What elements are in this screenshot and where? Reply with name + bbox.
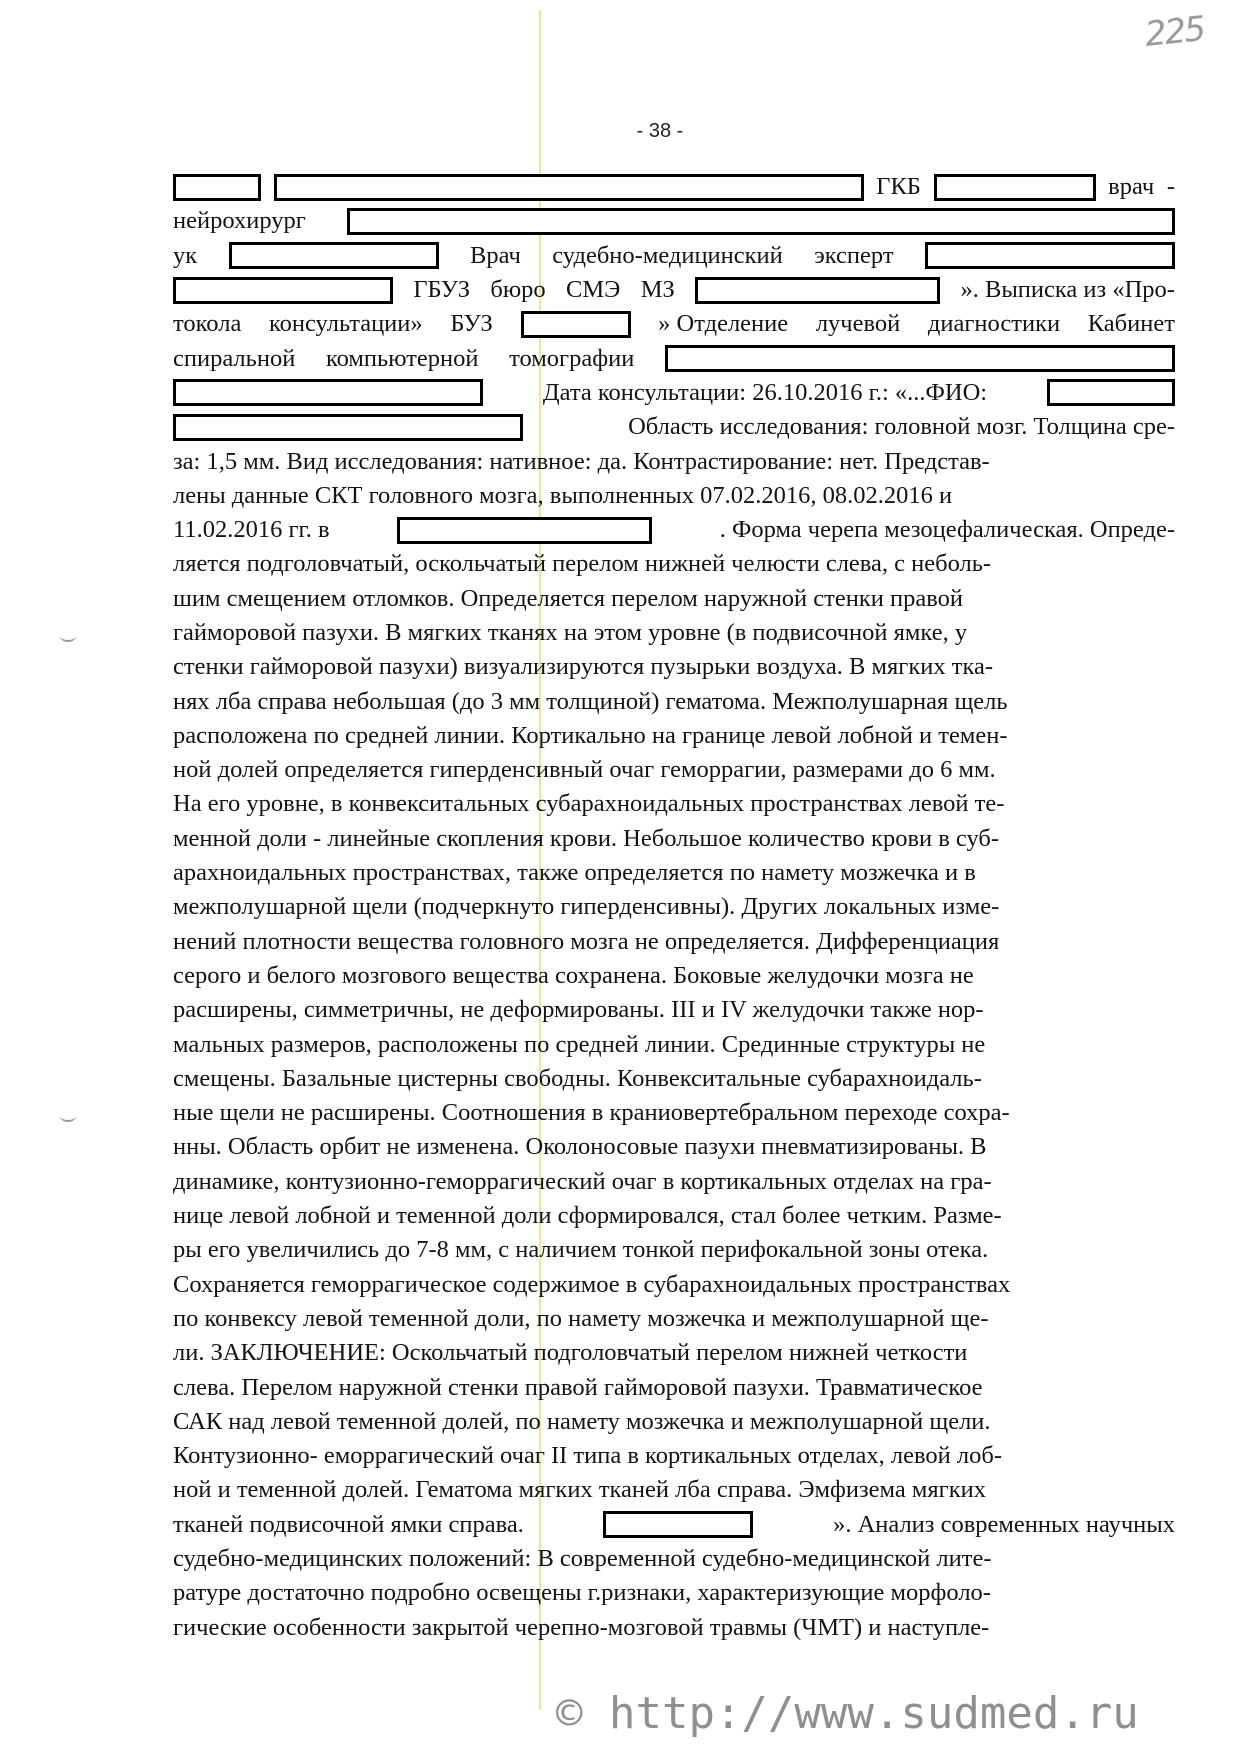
text-segment: менной доли - линейные скопления крови. Небольшое количество крови в суб- [173, 824, 1000, 852]
text-segment: СМЭ [566, 276, 621, 304]
text-segment: Область исследования: головной мозг. Толщина сре- [628, 413, 1175, 441]
text-segment: мальных размеров, расположены по средней линии. Срединные структуры не [173, 1030, 986, 1058]
text-line [173, 1576, 1175, 1610]
text-line [173, 513, 1175, 547]
text-line [173, 1062, 1175, 1096]
text-segment: ной долей определяется гиперденсивный очаг геморрагии, размерами до 6 мм. [173, 756, 996, 784]
text-segment: ные щели не расширены. Соотношения в краниовертебральном переходе сохра- [173, 1099, 1010, 1127]
text-line [173, 1130, 1175, 1164]
text-segment: динамике, контузионно-геморрагический очаг в кортикальных отделах на гра- [173, 1167, 992, 1195]
text-segment: Врач [470, 241, 521, 269]
text-segment: врач [1108, 173, 1155, 201]
text-segment: диагностики [927, 310, 1061, 338]
text-segment: судебно-медицинских положений: В современной судебно-медицинской лите- [173, 1545, 992, 1573]
text-line [173, 1096, 1175, 1130]
text-segment: Дата консультации: 26.10.2016 г.: «...ФИО: [542, 378, 988, 406]
text-line [173, 444, 1175, 478]
text-line [173, 719, 1175, 753]
text-segment: ГКБ [876, 173, 921, 201]
text-segment: - [1166, 173, 1175, 201]
text-line [173, 616, 1175, 650]
document-body [173, 170, 1175, 1645]
text-line [173, 273, 1175, 307]
text-segment: ». Выписка из «Про- [960, 276, 1175, 304]
text-segment: Контузионно- еморрагический очаг II типа в кортикальных отделах, левой лоб- [173, 1442, 1003, 1470]
text-line [173, 204, 1175, 238]
text-segment: за: 1,5 мм. Вид исследования: нативное: да. Контрастирование: нет. Представ- [173, 447, 990, 475]
watermark: © http://www.sudmed.ru [556, 1688, 1139, 1739]
text-line [173, 959, 1175, 993]
text-segment: МЗ [640, 276, 675, 304]
text-segment: компьютерной [325, 344, 479, 372]
text-segment: На его уровне, в конвекситальных субарахноидальных пространствах левой те- [173, 790, 1005, 818]
redaction-box [173, 379, 483, 406]
handwritten-page-number: 225 [1143, 9, 1206, 55]
text-segment: лучевой [815, 310, 901, 338]
text-segment: БУЗ [450, 310, 493, 338]
text-segment: нейрохирург [173, 207, 306, 235]
text-segment: томографии [509, 344, 635, 372]
text-segment: ». Анализ современных научных [833, 1510, 1175, 1538]
text-line [173, 1302, 1175, 1336]
text-line [173, 1336, 1175, 1370]
text-segment: шим смещением отломков. Определяется перелом наружной стенки правой [173, 584, 963, 612]
text-line [173, 753, 1175, 787]
text-segment: серого и белого мозгового вещества сохранена. Боковые желудочки мозга не [173, 961, 974, 989]
text-line [173, 650, 1175, 684]
text-segment: по конвексу левой теменной доли, по намету мозжечка и межполушарной ще- [173, 1304, 989, 1332]
text-line [173, 547, 1175, 581]
text-segment: бюро [490, 276, 546, 304]
text-segment: ры его увеличились до 7-8 мм, с наличием тонкой перифокальной зоны отека. [173, 1236, 989, 1264]
text-segment: Сохраняется геморрагическое содержимое в субарахноидальных пространствах [173, 1270, 1011, 1298]
text-segment: 11.02.2016 гг. в [173, 516, 330, 544]
text-segment: межполушарной щели (подчеркнуто гиперденсивны). Других локальных изме- [173, 893, 1000, 921]
text-segment: . Форма черепа мезоцефалическая. Опреде- [719, 516, 1175, 544]
text-segment: арахноидальных пространствах, также определяется по намету мозжечка и в [173, 859, 976, 887]
page-number: - 38 - [636, 120, 684, 142]
text-line [173, 410, 1175, 444]
text-segment: ГБУЗ [413, 276, 471, 304]
text-line [173, 1199, 1175, 1233]
text-line [173, 170, 1175, 204]
text-line [173, 1542, 1175, 1576]
redaction-box [173, 277, 393, 304]
text-segment: нях лба справа небольшая (до 3 мм толщиной) гематома. Межполушарная щель [173, 687, 1008, 715]
text-line [173, 1233, 1175, 1267]
text-segment: » Отделение [658, 310, 789, 338]
text-segment: ли. ЗАКЛЮЧЕНИЕ: Оскольчатый подголовчатый перелом нижней четкости [173, 1339, 968, 1367]
binding-mark [60, 630, 76, 642]
text-line [173, 1405, 1175, 1439]
text-segment: ной и теменной долей. Гематома мягких тканей лба справа. Эмфизема мягких [173, 1476, 986, 1504]
text-segment: токола [173, 310, 242, 338]
text-line [173, 307, 1175, 341]
text-line [173, 1473, 1175, 1507]
text-line [173, 1268, 1175, 1302]
text-segment: слева. Перелом наружной стенки правой гайморовой пазухи. Травматическое [173, 1373, 983, 1401]
text-segment: лены данные СКТ головного мозга, выполненных 07.02.2016, 08.02.2016 и [173, 481, 953, 509]
text-segment: нны. Область орбит не изменена. Околоносовые пазухи пневматизированы. В [173, 1133, 987, 1161]
text-segment: судебно-медицинский [552, 241, 783, 269]
text-segment: гайморовой пазухи. В мягких тканях на этом уровне (в подвисочной ямке, у [173, 619, 968, 646]
text-line [173, 1508, 1175, 1542]
text-line [173, 822, 1175, 856]
text-line [173, 787, 1175, 821]
text-line [173, 993, 1175, 1027]
redaction-box [695, 277, 940, 304]
redaction-box [665, 345, 1175, 372]
text-line [173, 1027, 1175, 1061]
redaction-box [347, 208, 1175, 235]
text-segment: консультации» [268, 310, 423, 338]
text-line [173, 1165, 1175, 1199]
text-line [173, 684, 1175, 718]
text-segment: расположена по средней линии. Кортикально на границе левой лобной и темен- [173, 721, 1008, 749]
redaction-box [603, 1511, 753, 1538]
text-segment: ратуре достаточно подробно освещены г.ризнаки, характеризующие морфоло- [173, 1579, 991, 1607]
text-segment: гические особенности закрытой черепно-мозговой травмы (ЧМТ) и наступле- [173, 1613, 990, 1641]
text-segment: смещены. Базальные цистерны свободны. Конвекситальные субарахноидаль- [173, 1064, 982, 1092]
text-segment: ук [173, 241, 198, 269]
text-segment: расширены, симметричны, не деформированы. III и IV желудочки также нор- [173, 996, 984, 1024]
redaction-box [397, 517, 652, 544]
text-line [173, 479, 1175, 513]
text-segment: тканей подвисочной ямки справа. [173, 1510, 524, 1538]
text-segment: нений плотности вещества головного мозга не определяется. Дифференциация [173, 927, 1000, 955]
redaction-box [521, 311, 631, 338]
text-line [173, 890, 1175, 924]
redaction-box [1047, 379, 1175, 406]
redaction-box [229, 242, 439, 269]
text-line [173, 1610, 1175, 1644]
text-segment: эксперт [814, 241, 894, 269]
text-line [173, 239, 1175, 273]
text-line [173, 582, 1175, 616]
redaction-box [274, 174, 864, 201]
text-line [173, 925, 1175, 959]
text-segment: Кабинет [1087, 310, 1175, 338]
text-segment: нице левой лобной и теменной доли сформировался, стал более четким. Разме- [173, 1202, 1002, 1230]
text-line [173, 1370, 1175, 1404]
redaction-box [925, 242, 1175, 269]
redaction-box [934, 174, 1096, 201]
redaction-box [173, 174, 261, 201]
text-line [173, 376, 1175, 410]
text-line [173, 856, 1175, 890]
binding-mark [60, 1110, 76, 1122]
text-line [173, 1439, 1175, 1473]
text-segment: САК над левой теменной долей, по намету мозжечка и межполушарной щели. [173, 1407, 991, 1435]
text-segment: ляется подголовчатый, оскольчатый перелом нижней челюсти слева, с неболь- [173, 550, 992, 578]
redaction-box [173, 414, 523, 441]
text-segment: спиральной [173, 344, 296, 372]
text-segment: стенки гайморовой пазухи) визуализируются пузырьки воздуха. В мягких тка- [173, 653, 994, 681]
text-line [173, 341, 1175, 375]
